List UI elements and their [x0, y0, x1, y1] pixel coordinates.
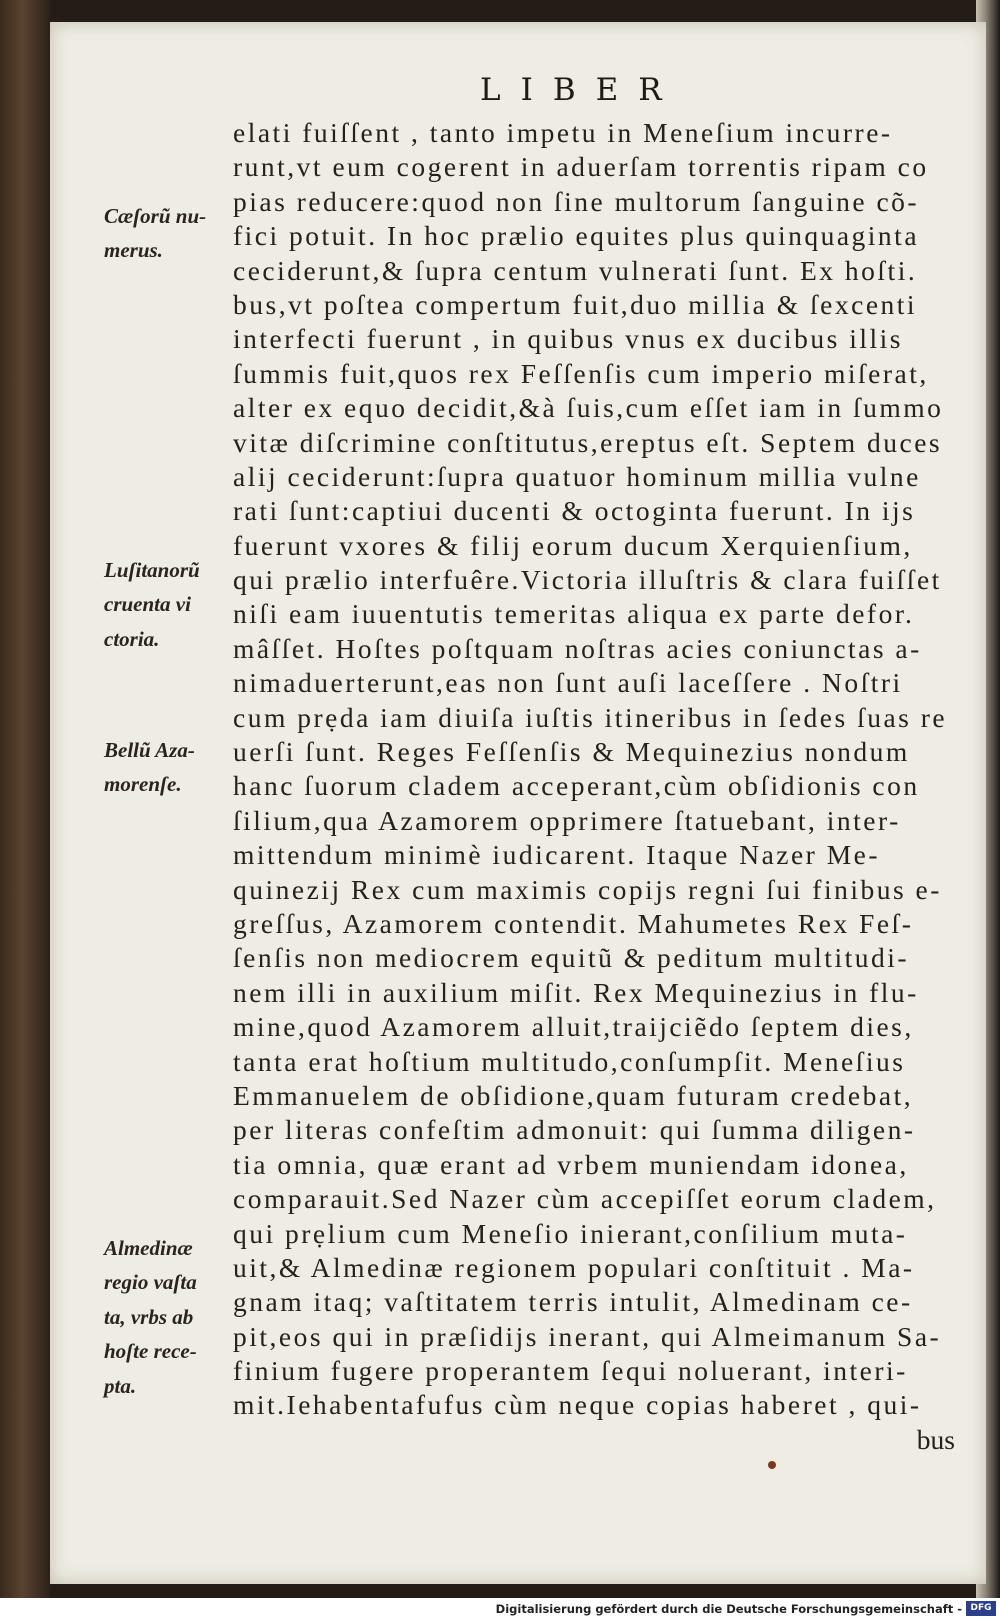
- text-line: rati ſunt:captiui ducenti & octoginta fuerunt. In ijs: [233, 495, 916, 527]
- marginal-note-line: pta.: [104, 1373, 137, 1398]
- text-line: tanta erat hoſtium multitudo,conſumpſit. Meneſius: [233, 1045, 906, 1077]
- text-line: nem illi in auxilium miſit. Rex Mequinezius in flu-: [233, 976, 919, 1008]
- marginal-note-victory: [104, 553, 229, 656]
- text-line: vitæ diſcrimine conſtitutus,ereptus eſt. Septem duces: [233, 426, 943, 458]
- text-line: ſenſis non mediocrem equitũ & peditum multitudi-: [233, 942, 910, 974]
- marginal-note-line: morenſe.: [104, 772, 182, 797]
- marginal-note-almedina: [104, 1231, 229, 1403]
- text-line: elati fuiſſent , tanto impetu in Meneſium incurre-: [233, 117, 893, 148]
- text-line: bus,vt poſtea compertum fuit,duo millia & ſexcenti: [233, 288, 918, 320]
- text-line: pit,eos qui in præſidijs inerant, qui Almeimanum Sa-: [233, 1320, 942, 1352]
- text-line: gnam itaq; vaſtitatem terris intulit, Almedinam ce-: [233, 1286, 913, 1318]
- text-line: mit.Iehabentafufus cùm neque copias haberet , qui-: [233, 1389, 922, 1421]
- text-line: alij ceciderunt:ſupra quatuor hominum millia vulne: [233, 460, 921, 492]
- text-line: Emmanuelem de obſidione,quam futuram credebat,: [233, 1079, 914, 1111]
- text-line: hanc ſuorum cladem acceperant,cùm obſidionis con: [233, 770, 920, 802]
- marginal-note-line: Cæſorũ nu-: [104, 204, 207, 228]
- marginal-note-war: [104, 733, 229, 802]
- text-line: uerſi ſunt. Reges Feſſenſis & Mequinezius nondum: [233, 736, 910, 768]
- text-line: mittendum minimè iudicarent. Itaque Nazer Me-: [233, 839, 881, 871]
- marginal-note-line: cruenta vi: [104, 592, 191, 617]
- dfg-logo: DFG: [966, 1601, 996, 1616]
- text-line: quinezij Rex cum maximis copijs regni ſui finibus e-: [233, 873, 942, 905]
- marginal-note-line: Luſitanorũ: [104, 558, 200, 582]
- marginal-note-line: merus.: [104, 238, 163, 263]
- text-line: finium fugere properantem ſequi noluerant, interi-: [233, 1355, 908, 1387]
- text-line: ceciderunt,& ſupra centum vulnerati ſunt. Ex hoſti.: [233, 254, 918, 286]
- text-line: interfecti fuerunt , in quibus vnus ex ducibus illis: [233, 323, 903, 355]
- text-line: nimaduerterunt,eas non ſunt auſi laceſſere . Noſtri: [233, 667, 903, 699]
- text-line: mâſſet. Hoſtes poſtquam noſtras acies coniunctas a-: [233, 632, 922, 664]
- marginal-note-casualties: [104, 199, 229, 268]
- text-line: ſummis fuit,quos rex Feſſenſis cum imperio miſerat,: [233, 357, 929, 389]
- text-line: cum prẹda iam diuiſa iuſtis itineribus in ſedes ſuas re: [233, 701, 948, 733]
- text-line: per literas confeſtim admonuit: qui ſumma diligen-: [233, 1114, 916, 1146]
- text-line: fuerunt vxores & filij eorum ducum Xerquienſium,: [233, 529, 913, 561]
- marginal-note-line: Almedinæ: [104, 1236, 193, 1260]
- funding-credit: Digitalisierung gefördert durch die Deutsche Forschungsgemeinschaft -: [495, 1602, 962, 1616]
- text-line: fici potuit. In hoc prælio equites plus quinquaginta: [233, 220, 920, 252]
- marginal-note-line: Bellũ Aza-: [104, 738, 195, 762]
- text-line: greſſus, Azamorem contendit. Mahumetes Rex Feſ-: [233, 907, 914, 939]
- text-line: pias reducere:quod non ſine multorum ſanguine cõ-: [233, 185, 920, 217]
- marginal-note-line: ctoria.: [104, 626, 160, 651]
- book-spine: [0, 0, 50, 1598]
- body-text: [233, 116, 955, 1457]
- marginal-note-line: regio vaſta: [104, 1270, 197, 1295]
- marginal-note-line: hoſte rece-: [104, 1339, 197, 1364]
- text-line: mine,quod Azamorem alluit,traijciẽdo ſeptem dies,: [233, 1011, 914, 1043]
- text-line: tia omnia, quæ erant ad vrbem muniendam idonea,: [233, 1148, 909, 1180]
- ink-spot: [768, 1461, 776, 1469]
- text-line: qui prẹlium cum Meneſio inierant,conſilium muta-: [233, 1217, 908, 1249]
- text-line: niſi eam iuuentutis temeritas aliqua ex parte defor.: [233, 598, 915, 630]
- text-line: qui prælio interfuêre.Victoria illuſtris & clara fuiſſet: [233, 564, 942, 596]
- text-line: comparauit.Sed Nazer cùm accepiſſet eorum cladem,: [233, 1183, 937, 1215]
- text-line: alter ex equo decidit,&à ſuis,cum eſſet iam in ſummo: [233, 392, 944, 424]
- text-line: ſilium,qua Azamorem opprimere ſtatuebant, inter-: [233, 804, 901, 836]
- text-line: uit,& Almedinæ regionem populari conſtituit . Ma-: [233, 1251, 915, 1283]
- running-header: LIBER: [480, 72, 682, 108]
- text-line: runt,vt eum cogerent in aduerſam torrentis ripam co: [233, 151, 929, 183]
- catchword: bus: [916, 1423, 955, 1455]
- marginal-note-line: ta, vrbs ab: [104, 1304, 194, 1329]
